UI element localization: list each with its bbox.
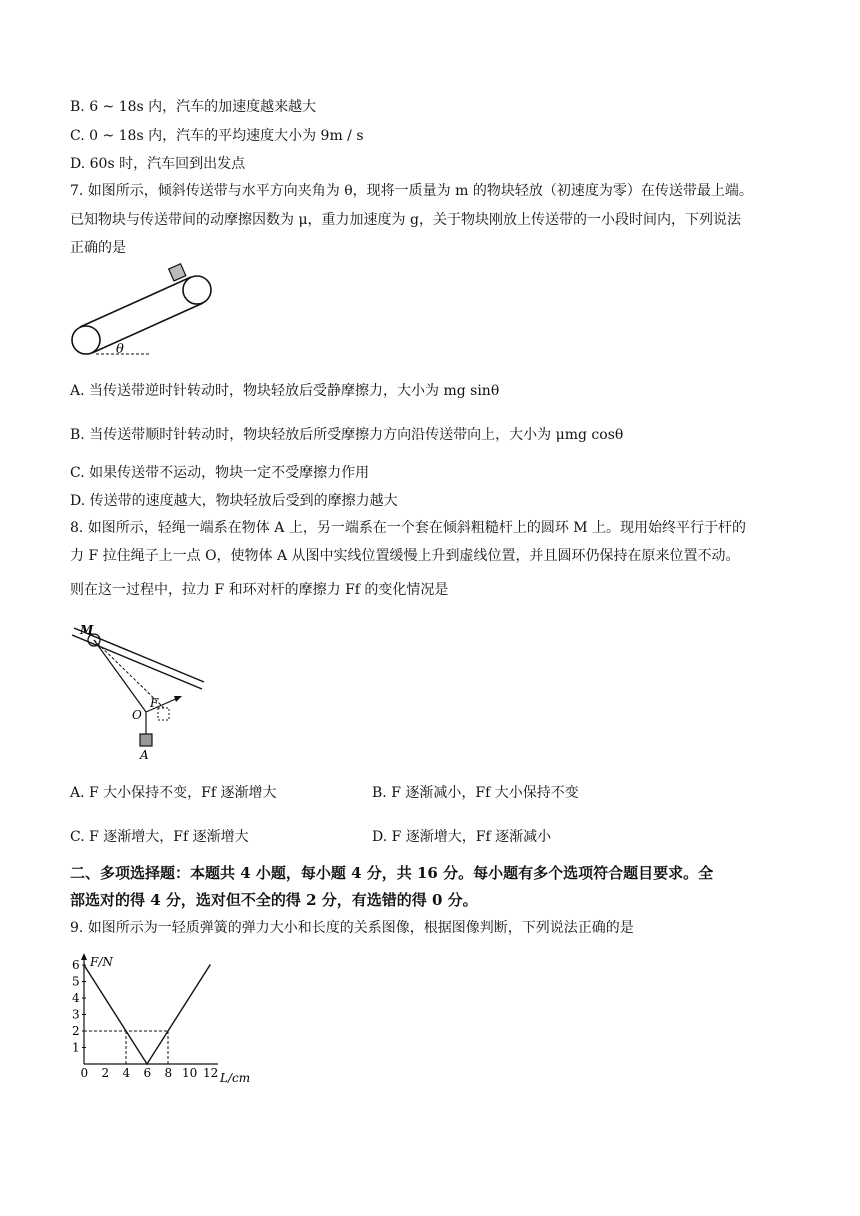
label-m: M	[80, 623, 94, 637]
block	[169, 264, 186, 281]
block-a	[140, 734, 152, 746]
section-2-heading-line-2: 部选对的得 4 分，选对但不全的得 2 分，有选错的得 0 分。	[70, 891, 478, 909]
rod-ring-figure	[68, 618, 208, 763]
q7-option-c: C. 如果传送带不运动，物块一定不受摩擦力作用	[70, 465, 370, 481]
belt-top	[80, 277, 191, 327]
x-tick-label: 4	[122, 1066, 131, 1080]
q6-option-d: D. 60s 时，汽车回到出发点	[70, 156, 246, 172]
q7-option-b: B. 当传送带顺时针转动时，物块轻放后所受摩擦力方向沿传送带向上，大小为 μmg cosθ	[70, 427, 624, 443]
upper-pulley	[183, 276, 211, 304]
q8-stem-line-2: 力 F 拉住绳子上一点 O，使物体 A 从图中实线位置缓慢上升到虚线位置，并且圆环仍保持在原来位置不动。	[70, 548, 740, 564]
lower-pulley	[72, 326, 100, 354]
x-tick-label: 0	[80, 1066, 89, 1080]
block-a-dashed	[158, 708, 169, 720]
y-tick-label: 2	[72, 1024, 80, 1038]
force-arrowhead	[174, 696, 182, 702]
y-tick-label: 3	[72, 1007, 80, 1022]
belt-bottom	[92, 303, 203, 353]
y-axis-arrow	[81, 953, 87, 960]
x-tick-label: 2	[101, 1066, 110, 1080]
y-tick-label: 5	[72, 974, 80, 989]
data-point	[209, 964, 211, 966]
q8-option-b: B. F 逐渐减小，Ff 大小保持不变	[372, 785, 579, 801]
y-axis-label: F/N	[90, 955, 113, 969]
q8-option-a: A. F 大小保持不变，Ff 逐渐增大	[70, 785, 277, 801]
section-2-heading-line-1: 二、多项选择题：本题共 4 小题，每小题 4 分，共 16 分。每小题有多个选项符合题目要求。全	[70, 864, 714, 882]
x-tick-label: 6	[143, 1066, 152, 1080]
q6-option-b: B. 6 ~ 18s 内，汽车的加速度越来越大	[70, 99, 317, 115]
data-point	[146, 1063, 148, 1065]
x-axis-label: L/cm	[220, 1071, 251, 1085]
q8-option-d: D. F 逐渐增大，Ff 逐渐减小	[372, 829, 552, 845]
x-tick-label: 10	[182, 1066, 198, 1080]
q7-option-a: A. 当传送带逆时针转动时，物块轻放后受静摩擦力，大小为 mg sinθ	[70, 383, 500, 399]
label-f: F	[150, 696, 159, 710]
rod-bottom	[72, 635, 202, 689]
conveyor-belt-figure	[68, 262, 218, 358]
spring-force-chart	[68, 950, 268, 1090]
rod-top	[74, 628, 204, 682]
y-tick-label: 1	[72, 1040, 80, 1055]
x-tick-label: 8	[164, 1066, 173, 1080]
theta-label: θ	[116, 342, 124, 357]
q7-stem-line-3: 正确的是	[70, 240, 126, 256]
q6-option-c: C. 0 ~ 18s 内，汽车的平均速度大小为 9m / s	[70, 128, 364, 144]
q7-stem-line-2: 已知物块与传送带间的动摩擦因数为 μ，重力加速度为 g，关于物块刚放上传送带的一小段时间内，下列说法	[70, 212, 741, 228]
data-point	[83, 964, 85, 966]
y-tick-label: 6	[72, 958, 80, 972]
q7-stem-line-1: 7. 如图所示，倾斜传送带与水平方向夹角为 θ，现将一质量为 m 的物块轻放（初速度为零）在传送带最上端。	[70, 183, 753, 199]
x-tick-label: 12	[203, 1066, 219, 1080]
q8-stem-line-1: 8. 如图所示，轻绳一端系在物体 A 上，另一端系在一个套在倾斜粗糙杆上的圆环 M 上。现用始终平行于杆的	[70, 520, 747, 536]
q8-option-c: C. F 逐渐增大，Ff 逐渐增大	[70, 829, 249, 845]
force-length-line	[84, 965, 210, 1064]
q9-stem: 9. 如图所示为一轻质弹簧的弹力大小和长度的关系图像，根据图像判断，下列说法正确的是	[70, 920, 634, 936]
label-o: O	[132, 708, 142, 722]
y-tick-label: 4	[72, 991, 80, 1005]
q8-stem-line-3: 则在这一过程中，拉力 F 和环对杆的摩擦力 Ff 的变化情况是	[70, 582, 449, 598]
label-a: A	[140, 748, 149, 762]
rope-solid	[94, 640, 146, 712]
q7-option-d: D. 传送带的速度越大，物块轻放后受到的摩擦力越大	[70, 493, 398, 509]
